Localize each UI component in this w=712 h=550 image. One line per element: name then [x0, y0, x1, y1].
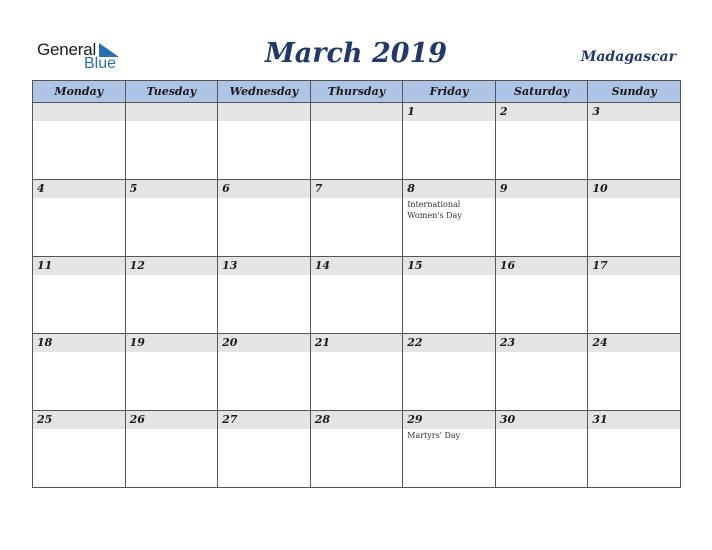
day-cell[interactable] — [588, 257, 681, 334]
day-cell[interactable] — [403, 257, 496, 334]
day-number: 14 — [311, 257, 403, 275]
day-number: 29 — [403, 411, 495, 429]
day-number: 4 — [33, 180, 125, 198]
day-number: 24 — [588, 334, 680, 352]
day-cell[interactable] — [33, 103, 126, 180]
day-number — [33, 103, 125, 121]
day-cell[interactable] — [218, 411, 311, 488]
day-cell[interactable] — [33, 257, 126, 334]
weekday-header-tuesday: Tuesday — [125, 81, 218, 103]
day-cell[interactable] — [125, 257, 218, 334]
day-number: 28 — [311, 411, 403, 429]
day-number: 8 — [403, 180, 495, 198]
day-cell[interactable] — [588, 180, 681, 257]
day-number: 19 — [126, 334, 218, 352]
weekday-header-row — [33, 81, 681, 103]
day-number: 10 — [588, 180, 680, 198]
day-number: 18 — [33, 334, 125, 352]
holiday-label: International Women's Day — [407, 200, 462, 220]
holiday-label: Martyrs' Day — [407, 431, 461, 440]
day-cell[interactable] — [588, 103, 681, 180]
week-row — [33, 411, 681, 488]
day-cell[interactable] — [218, 257, 311, 334]
day-number: 20 — [218, 334, 310, 352]
day-cell[interactable] — [495, 334, 588, 411]
day-number: 15 — [403, 257, 495, 275]
day-number: 23 — [496, 334, 588, 352]
day-cell[interactable] — [588, 411, 681, 488]
week-row — [33, 334, 681, 411]
weekday-header-thursday: Thursday — [310, 81, 403, 103]
day-number: 17 — [588, 257, 680, 275]
day-number: 12 — [126, 257, 218, 275]
month-title: March 2019 — [264, 38, 448, 69]
day-cell[interactable] — [403, 411, 496, 488]
day-cell[interactable] — [588, 334, 681, 411]
country-label: Madagascar — [580, 49, 676, 65]
week-row — [33, 180, 681, 257]
day-cell[interactable] — [495, 180, 588, 257]
day-cell[interactable] — [125, 334, 218, 411]
day-number: 7 — [311, 180, 403, 198]
day-number: 26 — [126, 411, 218, 429]
weekday-header-monday: Monday — [33, 81, 126, 103]
day-number: 21 — [311, 334, 403, 352]
day-cell[interactable] — [310, 411, 403, 488]
day-number: 9 — [496, 180, 588, 198]
day-cell[interactable] — [403, 180, 496, 257]
weekday-header-sunday: Sunday — [588, 81, 681, 103]
weekday-header-friday: Friday — [403, 81, 496, 103]
week-row — [33, 103, 681, 180]
day-cell[interactable] — [403, 103, 496, 180]
day-cell[interactable] — [218, 180, 311, 257]
day-cell[interactable] — [218, 103, 311, 180]
day-cell[interactable] — [310, 180, 403, 257]
day-cell[interactable] — [495, 103, 588, 180]
day-cell[interactable] — [310, 334, 403, 411]
day-number: 31 — [588, 411, 680, 429]
day-cell[interactable] — [218, 334, 311, 411]
day-cell[interactable] — [495, 411, 588, 488]
day-cell[interactable] — [495, 257, 588, 334]
logo-text-general: General — [37, 40, 97, 59]
day-number — [126, 103, 218, 121]
day-number: 22 — [403, 334, 495, 352]
day-cell[interactable] — [125, 103, 218, 180]
day-cell[interactable] — [403, 334, 496, 411]
calendar-grid — [32, 80, 681, 488]
day-number: 5 — [126, 180, 218, 198]
week-row — [33, 257, 681, 334]
day-cell[interactable] — [125, 180, 218, 257]
day-number — [218, 103, 310, 121]
day-number: 11 — [33, 257, 125, 275]
day-number: 1 — [403, 103, 495, 121]
day-number: 6 — [218, 180, 310, 198]
day-number — [311, 103, 403, 121]
day-cell[interactable] — [125, 411, 218, 488]
day-cell[interactable] — [310, 103, 403, 180]
day-cell[interactable] — [33, 180, 126, 257]
logo-text-blue: Blue — [84, 55, 117, 72]
day-number: 2 — [496, 103, 588, 121]
day-number: 3 — [588, 103, 680, 121]
weekday-header-wednesday: Wednesday — [218, 81, 311, 103]
day-number: 25 — [33, 411, 125, 429]
weekday-header-saturday: Saturday — [495, 81, 588, 103]
day-cell[interactable] — [33, 334, 126, 411]
day-number: 16 — [496, 257, 588, 275]
day-cell[interactable] — [310, 257, 403, 334]
day-number: 27 — [218, 411, 310, 429]
day-number: 30 — [496, 411, 588, 429]
calendar-body — [33, 103, 681, 488]
day-number: 13 — [218, 257, 310, 275]
day-cell[interactable] — [33, 411, 126, 488]
